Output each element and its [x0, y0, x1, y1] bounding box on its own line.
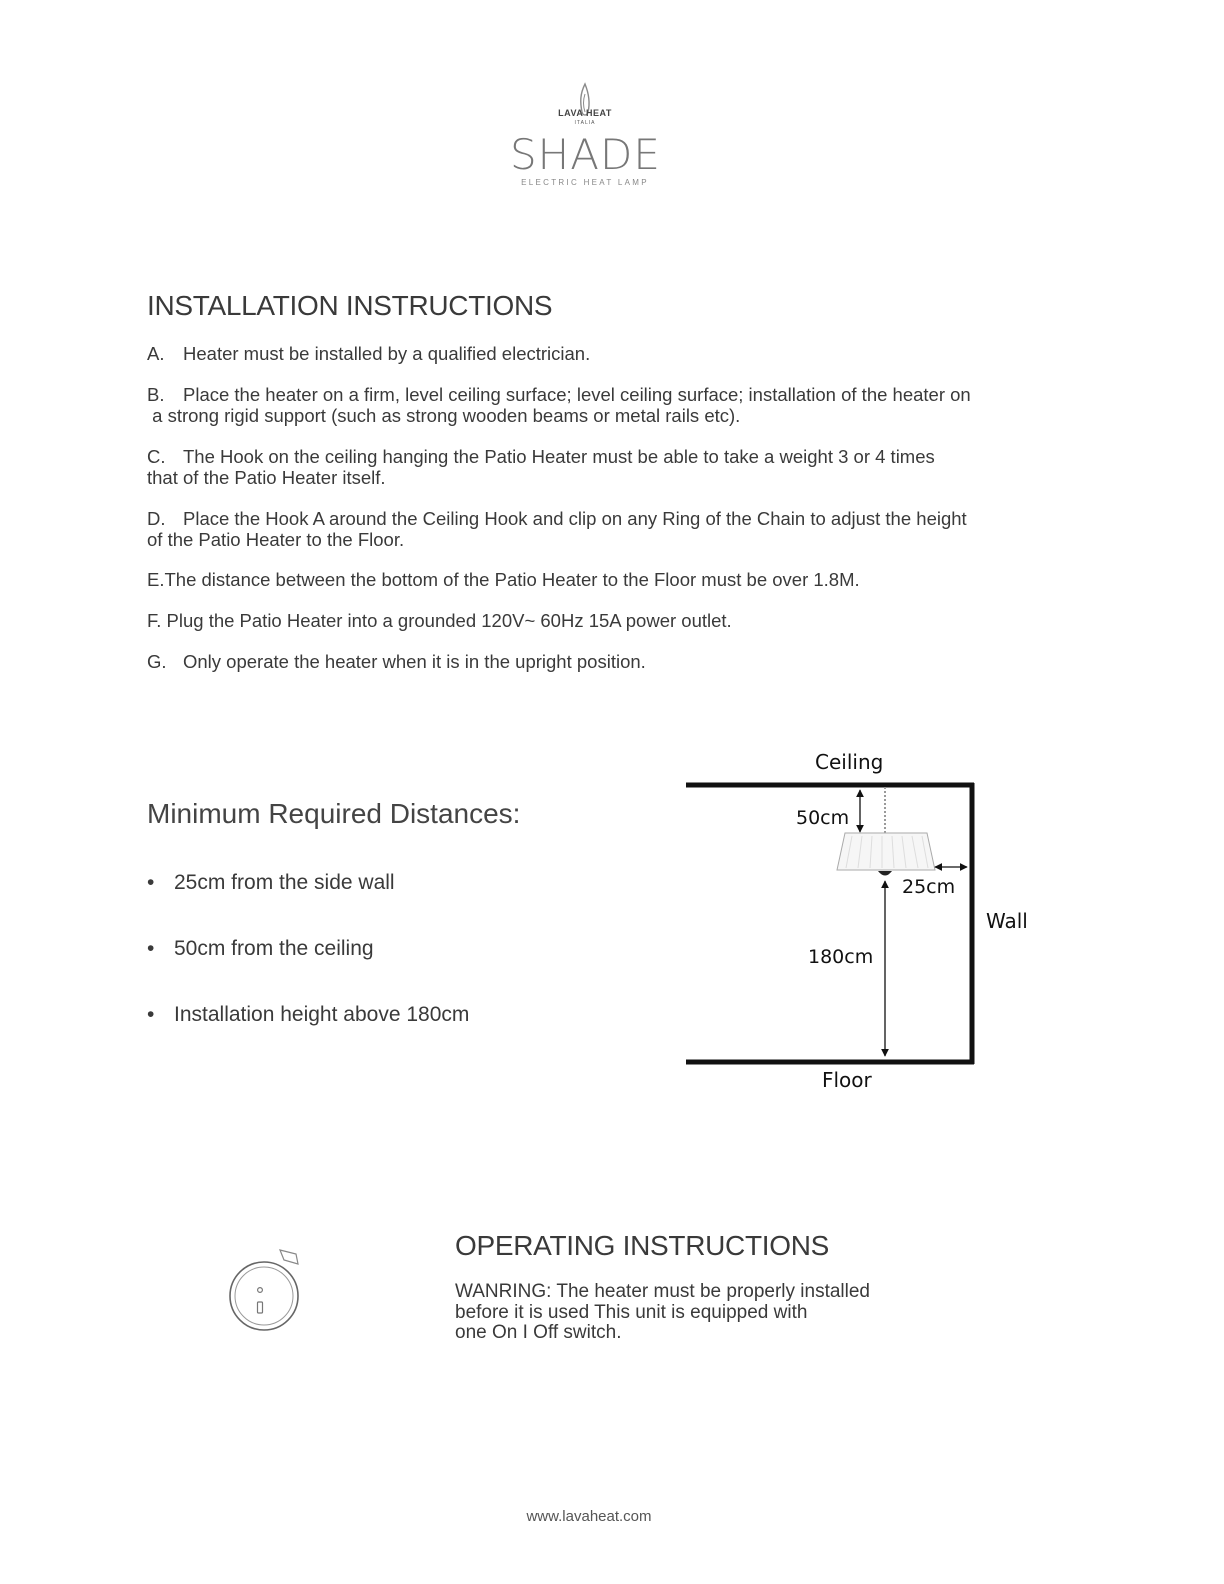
- operating-warning: [455, 1282, 935, 1344]
- warning-line: WANRING: The heater must be properly installed: [455, 1281, 871, 1302]
- wall-label: Wall: [986, 909, 1028, 933]
- wall-gap-label: 25cm: [902, 876, 956, 898]
- distances-title: Minimum Required Distances:: [147, 798, 521, 829]
- step-b: [147, 384, 1067, 426]
- footer-website: www.lavaheat.com: [526, 1508, 652, 1525]
- installation-title: INSTALLATION INSTRUCTIONS: [147, 290, 553, 321]
- step-label: G.: [147, 651, 167, 672]
- step-e: [147, 569, 1067, 590]
- bullet-item: [147, 871, 395, 895]
- logo-subtitle: ELECTRIC HEAT LAMP: [521, 178, 649, 187]
- logo-brand-text: LAVA HEAT: [558, 108, 612, 118]
- bullet-text: Installation height above 180cm: [174, 1003, 470, 1026]
- bullet-item: [147, 1003, 469, 1027]
- bullet-text: 25cm from the side wall: [174, 871, 395, 894]
- step-text-continued: of the Patio Heater to the Floor.: [147, 529, 405, 550]
- bullet-text: 50cm from the ceiling: [174, 937, 374, 960]
- step-label: A.: [147, 343, 165, 364]
- step-g: [147, 651, 1067, 672]
- step-f: [147, 610, 1067, 631]
- bullet-dot: •: [147, 937, 155, 960]
- floor-label: Floor: [822, 1068, 872, 1092]
- step-text: E.The distance between the bottom of the Patio Heater to the Floor must be over 1.8M.: [147, 569, 860, 590]
- step-label: C.: [147, 446, 166, 467]
- step-text: Heater must be installed by a qualified electrician.: [183, 343, 591, 364]
- step-text-continued: a strong rigid support (such as strong wooden beams or metal rails etc).: [147, 405, 741, 426]
- step-text: The Hook on the ceiling hanging the Patio Heater must be able to take a weight 3 or 4 times: [183, 446, 935, 467]
- step-c: [147, 446, 1067, 488]
- bullet-item: [147, 937, 374, 961]
- step-label: B.: [147, 384, 165, 405]
- ceiling-gap-label: 50cm: [796, 807, 850, 829]
- step-a: [147, 343, 1067, 364]
- clearance-diagram: [680, 740, 1060, 1100]
- bullet-dot: •: [147, 1003, 155, 1026]
- step-text-continued: that of the Patio Heater itself.: [147, 467, 386, 488]
- logo-product-name: SHADE: [510, 130, 661, 179]
- operating-title: OPERATING INSTRUCTIONS: [455, 1230, 830, 1261]
- ceiling-label: Ceiling: [815, 750, 884, 774]
- heater-lamp-icon: [837, 833, 935, 876]
- power-switch-icon: [222, 1244, 312, 1339]
- warning-line: before it is used This unit is equipped with: [455, 1301, 808, 1323]
- step-text: Only operate the heater when it is in the upright position.: [183, 651, 646, 672]
- step-d: [147, 508, 1067, 550]
- step-text: Place the heater on a firm, level ceiling surface; level ceiling surface; installation of the heater on: [183, 384, 971, 405]
- height-label: 180cm: [808, 946, 874, 968]
- step-label: D.: [147, 508, 166, 529]
- warning-line: one On I Off switch.: [455, 1322, 622, 1343]
- brand-logo: [510, 82, 660, 192]
- step-text: Place the Hook A around the Ceiling Hook and clip on any Ring of the Chain to adjust the height: [183, 508, 967, 529]
- logo-italia-text: ITALIA: [574, 120, 596, 126]
- bullet-dot: •: [147, 871, 155, 894]
- step-text: F. Plug the Patio Heater into a grounded 120V~ 60Hz 15A power outlet.: [147, 610, 732, 631]
